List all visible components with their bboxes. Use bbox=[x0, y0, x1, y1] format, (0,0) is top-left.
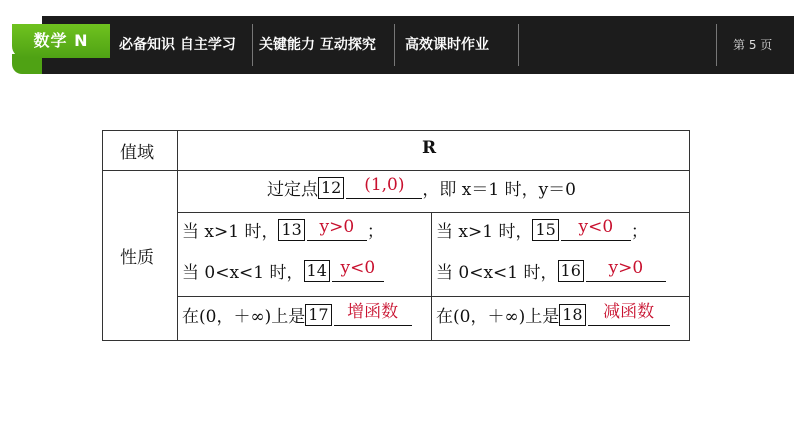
answer-blank[interactable] bbox=[334, 303, 412, 326]
answer-blank[interactable] bbox=[332, 259, 384, 282]
blank-number-box: 13 bbox=[278, 219, 304, 241]
right-line-2 bbox=[436, 258, 666, 283]
answer-blank[interactable] bbox=[561, 218, 631, 241]
blank-number-box: 14 bbox=[304, 260, 330, 282]
monotonic-text: 在(0，＋∞)上是 bbox=[182, 307, 306, 327]
page-number: 第 5 页 bbox=[733, 38, 773, 52]
fixed-point-row bbox=[267, 175, 576, 200]
table-border bbox=[177, 212, 690, 213]
table-border bbox=[102, 130, 103, 341]
answer-blank[interactable] bbox=[346, 176, 422, 199]
nav-separator bbox=[394, 24, 395, 66]
nav-separator bbox=[518, 24, 519, 66]
left-line-1 bbox=[182, 217, 384, 242]
answer-text: 减函数 bbox=[603, 302, 655, 322]
right-monotonic-row bbox=[436, 302, 670, 327]
table-border bbox=[102, 170, 690, 171]
answer-blank[interactable] bbox=[586, 259, 666, 282]
answer-text: 增函数 bbox=[347, 302, 399, 322]
top-header bbox=[0, 0, 794, 74]
blank-number-box: 18 bbox=[559, 304, 585, 326]
answer-text: y>0 bbox=[319, 217, 355, 237]
table-border bbox=[689, 130, 690, 341]
condition-text: 当 0<x<1 时， bbox=[182, 263, 304, 283]
answer-text: y<0 bbox=[578, 217, 614, 237]
brand-tab[interactable] bbox=[12, 24, 110, 58]
condition-text: 当 0<x<1 时， bbox=[436, 263, 558, 283]
nav-item-homework[interactable]: 高效课时作业 bbox=[405, 37, 489, 53]
condition-text: 当 x>1 时， bbox=[182, 222, 279, 242]
fixed-point-suffix: ，即 x＝1 时，y＝0 bbox=[422, 180, 576, 200]
answer-text: y<0 bbox=[340, 258, 376, 278]
brand-label: 数学 N bbox=[33, 31, 89, 50]
answer-blank[interactable] bbox=[307, 218, 367, 241]
left-monotonic-row bbox=[182, 302, 412, 327]
blank-number-box: 17 bbox=[305, 304, 331, 326]
answer-text: (1,0) bbox=[364, 175, 405, 195]
nav-item-key-abilities[interactable]: 关键能力 互动探究 bbox=[259, 37, 376, 53]
range-value: R bbox=[422, 138, 437, 158]
nav-separator bbox=[716, 24, 717, 66]
right-line-1 bbox=[436, 217, 648, 242]
nav-item-basic-knowledge[interactable]: 必备知识 自主学习 bbox=[119, 37, 236, 53]
properties-table bbox=[102, 130, 690, 341]
blank-number-box: 15 bbox=[532, 219, 558, 241]
punctuation: ； bbox=[630, 222, 648, 242]
properties-label: 性质 bbox=[120, 248, 154, 268]
blank-number-box: 16 bbox=[558, 260, 584, 282]
monotonic-text: 在(0，＋∞)上是 bbox=[436, 307, 560, 327]
fixed-point-prefix: 过定点 bbox=[267, 180, 318, 200]
answer-blank[interactable] bbox=[588, 303, 670, 326]
nav-separator bbox=[252, 24, 253, 66]
punctuation: ； bbox=[366, 222, 384, 242]
answer-text: y>0 bbox=[608, 258, 644, 278]
table-border bbox=[431, 212, 432, 341]
blank-number-box: 12 bbox=[318, 177, 344, 199]
condition-text: 当 x>1 时， bbox=[436, 222, 533, 242]
table-border bbox=[102, 340, 690, 341]
range-label: 值域 bbox=[120, 143, 154, 163]
table-border bbox=[177, 130, 178, 341]
table-border bbox=[102, 130, 690, 131]
left-line-2 bbox=[182, 258, 384, 283]
